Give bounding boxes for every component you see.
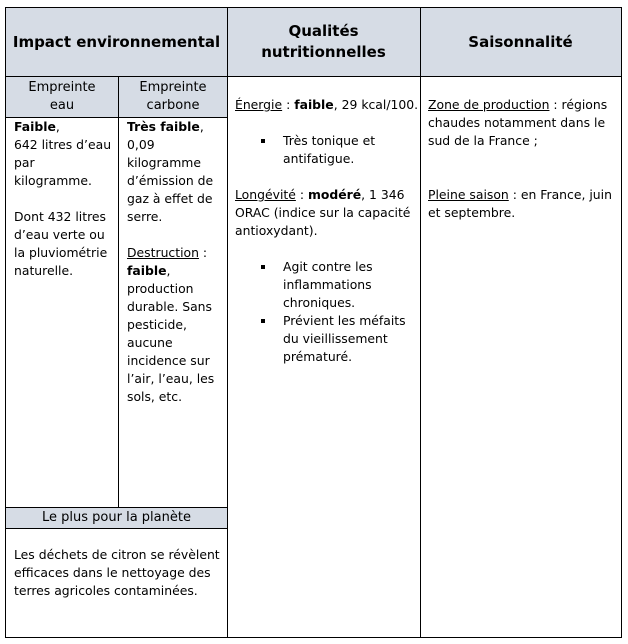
nutrition-content: Énergie : faible, 29 kcal/100. Très tonique et antifatigue. Longévité : modéré, 1 346 ORAC (indice sur la capacité antioxydant). Agit contre les inflammations chroniques. Prévient les méfaits du vieillissement prématuré. — [235, 97, 419, 364]
saison-content: Zone de production : régions chaudes notamment dans le sud de la France ; Pleine saison : en France, juin et septembre. — [428, 96, 618, 222]
border-left — [5, 7, 6, 638]
zone-line-1: chaudes notamment dans le — [428, 115, 606, 130]
plus-content — [14, 546, 224, 600]
eau-detail-4: naturelle. — [14, 263, 74, 278]
plus-line-2: efficaces dans le nettoyage des — [14, 565, 211, 580]
longevite-bullets — [235, 258, 418, 366]
destruction-line-1: production — [127, 281, 194, 296]
destruction-line-6: l’air, l’eau, les — [127, 371, 215, 386]
carbone-level: Très faible — [127, 119, 200, 134]
divider-header — [5, 76, 622, 77]
carbone-content: Très faible, 0,09 kilogramme d’émission de gaz à effet de serre. Destruction : faible, production durable. Sans pesticide, aucune incidence sur l’air, l’eau, les sols, etc. — [127, 118, 225, 406]
longevite-line-2: antioxydant). — [235, 223, 318, 238]
subheader-eau-line2: eau — [49, 98, 75, 113]
header-saison — [420, 8, 621, 76]
divider-col-2 — [420, 7, 421, 638]
carbone-line-1: 0,09 — [127, 137, 155, 152]
destruction-line-5: incidence sur — [127, 353, 210, 368]
subheader-carbone-line2: carbone — [146, 98, 200, 113]
destruction-line-7: sols, etc. — [127, 389, 183, 404]
divider-col-1 — [227, 7, 228, 638]
subheader-plus-planete — [6, 508, 227, 528]
longevite-value: 1 346 — [369, 187, 405, 202]
zone-line-2: sud de la France ; — [428, 133, 538, 148]
bullet2-line-1: Prévient les méfaits — [283, 313, 406, 328]
carbone-line-3: d’émission de — [127, 173, 214, 188]
energie-level: faible — [294, 97, 334, 112]
bullet1-line-1: Agit contre les — [283, 259, 373, 274]
carbone-line-5: serre. — [127, 209, 163, 224]
destruction-level: faible — [127, 263, 167, 278]
eau-line-1: 642 litres d’eau — [14, 137, 112, 152]
energie-bullet — [235, 132, 418, 168]
bullet2-line-2: du vieillissement — [283, 331, 388, 346]
pleine-text-first: en France, juin — [520, 187, 612, 202]
destruction-line-3: pesticide, — [127, 317, 187, 332]
border-top — [5, 7, 622, 8]
header-saison-text: Saisonnalité — [468, 32, 573, 51]
longevite-bullet-2 — [235, 312, 418, 366]
bullet2-line-3: prématuré. — [283, 349, 353, 364]
destruction-label: Destruction — [127, 245, 199, 260]
plus-line-1: Les déchets de citron se révèlent — [14, 547, 220, 562]
eau-detail-2: d’eau verte ou — [14, 227, 105, 242]
destruction-line-4: aucune — [127, 335, 173, 350]
longevite-level: modéré — [307, 187, 362, 202]
subheader-empreinte-carbone — [119, 77, 227, 117]
zone-label: Zone de production — [428, 97, 550, 112]
subheader-eau-line1: Empreinte — [28, 80, 96, 95]
carbone-line-2: kilogramme — [127, 155, 201, 170]
eau-level: Faible — [14, 119, 56, 134]
border-right — [621, 7, 622, 638]
energie-value: 29 kcal/100. — [341, 97, 419, 112]
divider-subheader — [5, 117, 228, 118]
longevite-line-1: ORAC (indice sur la capacité — [235, 205, 411, 220]
plus-label: Le plus pour la planète — [42, 510, 191, 525]
zone-text-first: régions — [561, 97, 608, 112]
subheader-carbone-line1: Empreinte — [139, 80, 207, 95]
energie-bullet-line-1: Très tonique et — [283, 133, 376, 148]
divider-subcol — [118, 76, 119, 508]
pleine-line-1: et septembre. — [428, 205, 516, 220]
header-qualites — [227, 8, 420, 76]
longevite-label: Longévité — [235, 187, 296, 202]
energie-bullet-line-2: antifatigue. — [283, 151, 355, 166]
divider-plus-top — [5, 507, 228, 508]
bullet1-line-3: chroniques. — [283, 295, 356, 310]
header-qualites-line2: nutritionnelles — [261, 43, 386, 61]
bullet1-line-2: inflammations — [283, 277, 372, 292]
eau-detail-3: la pluviométrie — [14, 245, 108, 260]
header-qualites-line1: Qualités — [288, 22, 359, 40]
destruction-line-2: durable. Sans — [127, 299, 212, 314]
subheader-empreinte-eau — [6, 77, 118, 117]
header-impact-text: Impact environnemental — [12, 32, 221, 51]
plus-line-3: terres agricoles contaminées. — [14, 583, 198, 598]
pleine-label: Pleine saison — [428, 187, 509, 202]
header-impact — [6, 8, 227, 76]
eau-detail-1: Dont 432 litres — [14, 209, 107, 224]
border-bottom — [5, 637, 622, 638]
eau-line-2: par kilogramme. — [14, 155, 92, 188]
divider-plus-bottom — [5, 528, 228, 529]
eau-content: Faible, 642 litres d’eau par kilogramme. Dont 432 litres d’eau verte ou la pluviométrie naturelle. — [14, 118, 116, 280]
longevite-bullet-1 — [235, 258, 418, 312]
energie-bullets — [235, 132, 418, 168]
carbone-line-4: gaz à effet de — [127, 191, 213, 206]
energie-label: Énergie — [235, 97, 283, 112]
